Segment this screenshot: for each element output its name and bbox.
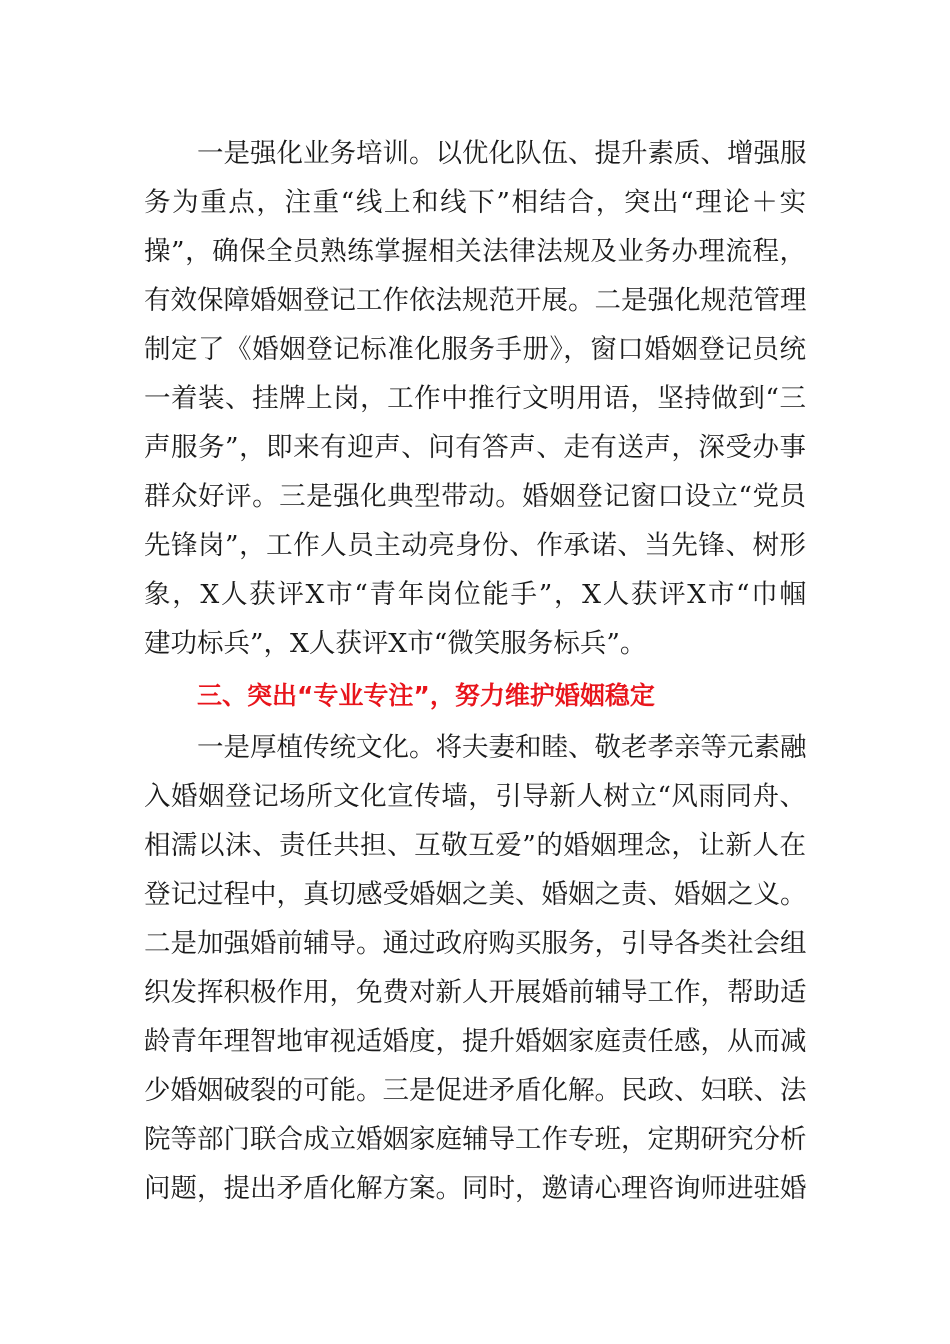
paragraph-line: 少婚姻破裂的可能。三是促进矛盾化解。民政、妇联、法	[144, 1075, 807, 1106]
paragraph-line: 建功标兵”，X人获评X市“微笑服务标兵”。	[144, 628, 647, 659]
paragraph-line: 一是厚植传统文化。将夫妻和睦、敬老孝亲等元素融	[197, 732, 807, 763]
paragraph-line: 声服务”，即来有迎声、问有答声、走有送声，深受办事	[144, 432, 806, 463]
paragraph-line: 入婚姻登记场所文化宣传墙，引导新人树立“风雨同舟、	[144, 781, 806, 812]
paragraph-line: 群众好评。三是强化典型带动。婚姻登记窗口设立“党员	[144, 481, 806, 512]
paragraph-line: 院等部门联合成立婚姻家庭辅导工作专班，定期研究分析	[144, 1124, 807, 1155]
paragraph-line: 一着装、挂牌上岗，工作中推行文明用语，坚持做到“三	[144, 383, 806, 414]
paragraph-line: 先锋岗”，工作人员主动亮身份、作承诺、当先锋、树形	[144, 530, 806, 561]
paragraph-line: 问题，提出矛盾化解方案。同时，邀请心理咨询师进驻婚	[144, 1173, 807, 1204]
paragraph-line: 制定了《婚姻登记标准化服务手册》，窗口婚姻登记员统	[144, 334, 806, 365]
paragraph-line: 一是强化业务培训。以优化队伍、提升素质、增强服	[197, 138, 807, 169]
paragraph-line: 登记过程中，真切感受婚姻之美、婚姻之责、婚姻之义。	[144, 879, 807, 910]
paragraph-line: 有效保障婚姻登记工作依法规范开展。二是强化规范管理	[144, 285, 807, 316]
paragraph-line: 织发挥积极作用，免费对新人开展婚前辅导工作，帮助适	[144, 977, 807, 1008]
paragraph-line: 象，X人获评X市“青年岗位能手”，X人获评X市“巾帼	[144, 579, 806, 610]
paragraph-line: 龄青年理智地审视适婚度，提升婚姻家庭责任感，从而减	[144, 1026, 807, 1057]
paragraph-line: 务为重点，注重“线上和线下”相结合，突出“理论＋实	[144, 187, 806, 218]
paragraph-line: 相濡以沫、责任共担、互敬互爱”的婚姻理念，让新人在	[144, 830, 806, 861]
paragraph-line: 操”，确保全员熟练掌握相关法律法规及业务办理流程，	[144, 236, 806, 267]
paragraph-line: 二是加强婚前辅导。通过政府购买服务，引导各类社会组	[144, 928, 807, 959]
section-heading: 三、突出“专业专注”，努力维护婚姻稳定	[197, 681, 655, 710]
